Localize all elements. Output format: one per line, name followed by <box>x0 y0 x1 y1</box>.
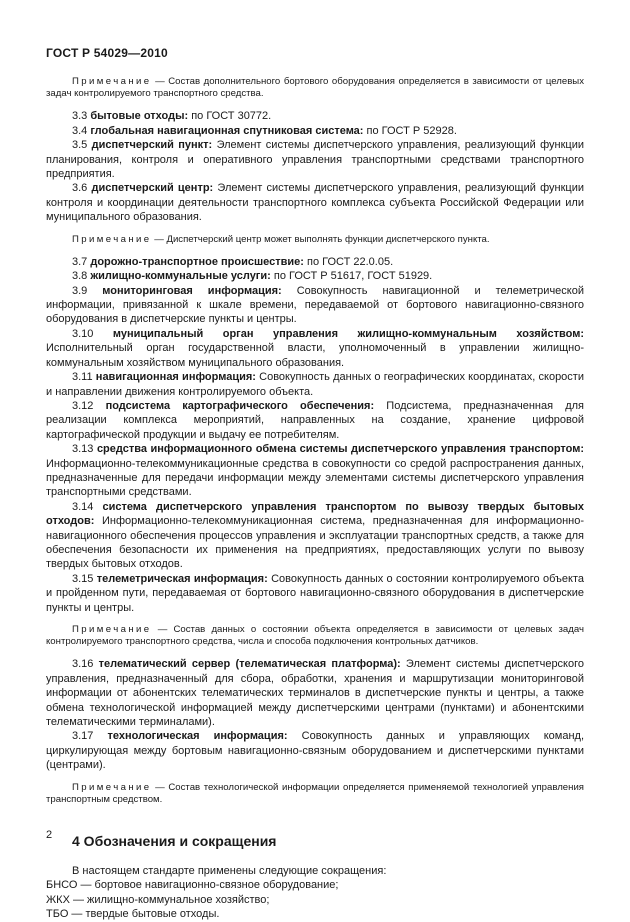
term-3-17 <box>46 729 584 772</box>
term-3-15 <box>46 572 584 615</box>
term-number: 3.17 <box>72 730 108 743</box>
section-title: 4 Обозначения и сокращения <box>72 833 277 850</box>
term-name: телематический сервер (телематическая платформа): <box>98 658 401 671</box>
term-3-14 <box>46 500 584 572</box>
term-name: диспетчерский центр: <box>91 182 214 195</box>
term-definition: Элемент системы диспетчерского управления, реализующий функции планирования, контроля и оперативного управления транспортными средствами транспортного предприятия. <box>46 139 584 181</box>
term-definition: Информационно-телекоммуникационные средства в совокупности со средой распространения данных, предназначенные для передачи информации между элементами системы диспетчерского управления транспортными средствами. <box>46 457 584 499</box>
term-name: дорожно-транспортное происшествие: <box>90 255 304 268</box>
term-3-8 <box>46 269 584 283</box>
term-number: 3.10 <box>72 327 113 340</box>
note-1 <box>46 76 584 100</box>
term-number: 3.9 <box>72 284 103 297</box>
term-name: система диспетчерского управления транспортом по вывозу твердых бытовых отходов: <box>46 500 584 528</box>
term-3-10 <box>46 327 584 370</box>
term-3-4 <box>46 124 584 138</box>
term-number: 3.4 <box>72 124 91 137</box>
term-name: телеметрическая информация: <box>96 572 268 585</box>
term-name: подсистема картографического обеспечения: <box>105 399 375 412</box>
term-3-13 <box>46 442 584 500</box>
term-definition: Элемент системы диспетчерского управления, предназначенный для сбора, обработки, хранения и маршрутизации мониторинговой информации от абонентских телематических терминалов в диспетчерские пункты и центры, а также обмена технологической информацией между диспетчерскими центрами (пунктами) и абонентскими телематическими терминалами). <box>46 658 584 729</box>
abbreviation-item: БНСО — бортовое навигационно-связное оборудование; <box>46 879 339 892</box>
term-name: жилищно-коммунальные услуги: <box>90 270 271 283</box>
document-body <box>46 72 584 922</box>
term-3-5 <box>46 138 584 181</box>
note-label: Примечание <box>72 624 152 636</box>
term-number: 3.11 <box>72 371 96 384</box>
term-number: 3.15 <box>72 572 97 585</box>
term-number: 3.12 <box>72 399 106 412</box>
term-3-11 <box>46 370 584 399</box>
term-name: муниципальный орган управления жилищно-коммунальным хозяйством: <box>112 327 584 340</box>
note-text: — Состав дополнительного бортового оборудования определяется в зависимости от целевых задач контролируемого транспортного средства. <box>46 76 584 100</box>
term-name: технологическая информация: <box>107 730 288 743</box>
document-header: ГОСТ Р 54029—2010 <box>46 46 168 60</box>
term-number: 3.3 <box>72 110 91 123</box>
abbreviation-item: ЖКХ — жилищно-коммунальное хозяйство; <box>46 893 270 906</box>
term-definition: Информационно-телекоммуникационная система, предназначенная для информационно-навигационного обеспечения процессов управления и эксплуатации транспортных средств, а также для обеспечения безопасности их применения на предприятиях, предоставляющих услуги по вывозу твердых бытовых отходов. <box>46 515 584 571</box>
term-definition: Подсистема, предназначенная для реализации комплекса мероприятий, направленных на создание, хранение цифровой картографической продукции и выдачу ее потребителям. <box>46 399 584 441</box>
term-number: 3.6 <box>72 182 92 195</box>
term-definition: по ГОСТ 30772. <box>188 110 272 123</box>
term-name: диспетчерский пункт: <box>91 139 213 152</box>
term-number: 3.13 <box>72 443 97 456</box>
note-label: Примечание <box>72 233 152 245</box>
term-number: 3.5 <box>72 139 92 152</box>
section-intro: В настоящем стандарте применены следующие сокращения: <box>72 865 387 878</box>
term-definition: по ГОСТ Р 51617, ГОСТ 51929. <box>270 270 433 283</box>
term-3-12 <box>46 399 584 442</box>
note-text: — Состав данных о состоянии объекта определяется в зависимости от целевых задач контролируемого транспортного средства, числа и способа подключения контрольных датчиков. <box>46 624 584 648</box>
term-definition: Совокупность данных о состоянии контролируемого объекта и пройденном пути, передаваемая от бортового навигационно-связного оборудования в диспетчерские пункты и центры. <box>46 572 584 614</box>
term-name: средства информационного обмена системы диспетчерского управления транспортом: <box>96 443 585 456</box>
term-3-7 <box>46 255 584 269</box>
note-label: Примечание <box>72 76 152 87</box>
term-name: навигационная информация: <box>95 371 256 384</box>
term-definition: Совокупность данных о географических координатах, скорости и направлении движения контролируемого объекта. <box>46 371 584 398</box>
note-4 <box>46 782 584 806</box>
term-3-6 <box>46 181 584 224</box>
note-text: — Диспетчерский центр может выполнять функции диспетчерского пункта. <box>151 233 490 245</box>
note-label: Примечание <box>72 781 152 793</box>
note-text: — Состав технологической информации определяется применяемой технологией управления транспортным средством. <box>46 781 584 805</box>
term-name: глобальная навигационная спутниковая система: <box>90 124 364 137</box>
term-definition: Совокупность данных и управляющих команд, циркулирующая между бортовым навигационно-связным оборудованием и диспетчерскими пунктами (центрами). <box>46 730 584 772</box>
term-number: 3.16 <box>72 658 99 671</box>
note-3 <box>46 624 584 648</box>
term-definition: по ГОСТ Р 52928. <box>363 124 457 137</box>
term-name: бытовые отходы: <box>90 110 189 123</box>
term-3-3 <box>46 109 584 123</box>
abbreviation-item: ТБО — твердые бытовые отходы. <box>46 908 220 921</box>
term-definition: Совокупность навигационной и телеметрической информации, привязанной к шкале времени, передаваемой от бортового навигационно-связного оборудования в диспетчерские пункты и центры. <box>46 284 584 326</box>
term-name: мониторинговая информация: <box>102 284 282 297</box>
term-number: 3.14 <box>72 500 103 513</box>
note-2 <box>46 234 584 246</box>
term-3-16 <box>46 657 584 729</box>
page-number: 2 <box>46 829 53 841</box>
term-definition: Исполнительный орган государственной власти, уполномоченный в управлении жилищно-коммунальным хозяйством муниципального образования. <box>46 342 584 369</box>
term-number: 3.8 <box>72 270 91 283</box>
term-3-9 <box>46 284 584 327</box>
term-definition: Элемент системы диспетчерского управления, реализующий функции контроля и координации деятельности транспортного комплекса субъекта Российской Федерации или муниципального образования. <box>46 182 584 224</box>
term-definition: по ГОСТ 22.0.05. <box>303 255 394 268</box>
term-number: 3.7 <box>72 255 91 268</box>
